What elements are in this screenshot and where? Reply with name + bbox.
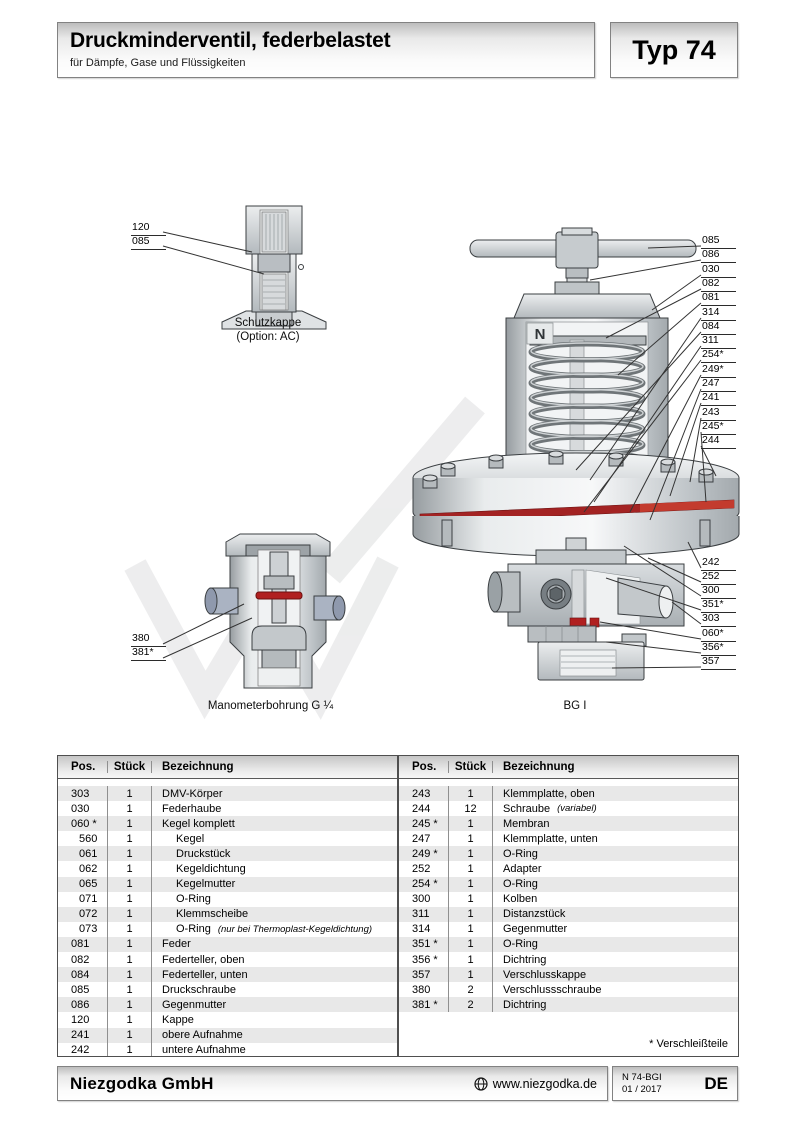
- table-spacer: [399, 779, 738, 786]
- table-row: 081 1 Feder: [58, 937, 397, 952]
- callout-label: 249*: [701, 363, 736, 378]
- table-row: 252 1 Adapter: [399, 861, 738, 876]
- protective-cap-drawing: [222, 206, 326, 329]
- footer-company-box: [57, 1066, 608, 1101]
- header-title-box: [57, 22, 595, 78]
- table-row: 085 1 Druckschraube: [58, 982, 397, 997]
- doc-number: N 74-BGI: [622, 1071, 662, 1083]
- col-header-pos: Pos.: [399, 761, 449, 773]
- table-row: 241 1 obere Aufnahme: [58, 1028, 397, 1043]
- valve-drawing-svg: [0, 190, 793, 735]
- table-spacer: [58, 779, 397, 786]
- table-row: 082 1 Federteller, oben: [58, 952, 397, 967]
- table-row: 030 1 Federhaube: [58, 801, 397, 816]
- table-row: 381 * 2 Dichtring: [399, 997, 738, 1012]
- table-row: 254 * 1 O-Ring: [399, 877, 738, 892]
- website: [474, 1077, 597, 1091]
- cap-caption: Schutzkappe (Option: AC): [234, 317, 302, 343]
- callout-label: 300: [701, 584, 736, 599]
- table-row: 303 1 DMV-Körper: [58, 786, 397, 801]
- type-label: Typ 74: [632, 34, 716, 65]
- table-row: 242 1 untere Aufnahme: [58, 1043, 397, 1057]
- callout-label: 081: [701, 291, 736, 306]
- table-row: 072 1 Klemmscheibe: [58, 907, 397, 922]
- callout-label: 084: [701, 320, 736, 335]
- callout-label: 120: [131, 221, 166, 236]
- table-row: 061 1 Druckstück: [58, 846, 397, 861]
- table-row: 071 1 O-Ring: [58, 892, 397, 907]
- callout-label: 357: [701, 655, 736, 670]
- col-header-pos: Pos.: [58, 761, 108, 773]
- callout-label: 030: [701, 263, 736, 278]
- table-header: [58, 756, 397, 779]
- table-row: 560 1 Kegel: [58, 831, 397, 846]
- main-caption: BG I: [563, 700, 587, 712]
- table-row: 311 1 Distanzstück: [399, 907, 738, 922]
- col-header-qty: Stück: [108, 761, 152, 773]
- company-name: Niezgodka GmbH: [70, 1073, 214, 1093]
- callout-label: 244: [701, 434, 736, 449]
- table-row: 060 * 1 Kegel komplett: [58, 816, 397, 831]
- table-row: 356 * 1 Dichtring: [399, 952, 738, 967]
- table-row: 243 1 Klemmplatte, oben: [399, 786, 738, 801]
- table-row: 245 * 1 Membran: [399, 816, 738, 831]
- callout-label: 254*: [701, 348, 736, 363]
- language-code: DE: [704, 1073, 728, 1093]
- website-url: www.niezgodka.de: [492, 1076, 597, 1091]
- main-valve-drawing: [413, 228, 739, 680]
- doc-date: 01 / 2017: [622, 1083, 662, 1095]
- table-filler: [399, 1012, 738, 1056]
- type-label-box: [610, 22, 738, 78]
- callout-label: 381*: [131, 646, 166, 661]
- callout-label: 086: [701, 248, 736, 263]
- table-row: 084 1 Federteller, unten: [58, 967, 397, 982]
- table-row: 073 1 O-Ring (nur bei Thermoplast-Kegeldichtung): [58, 922, 397, 937]
- table-row: 244 12 Schraube (variabel): [399, 801, 738, 816]
- table-row: 062 1 Kegeldichtung: [58, 861, 397, 876]
- callout-label: 351*: [701, 598, 736, 613]
- table-row: 249 * 1 O-Ring: [399, 846, 738, 861]
- callout-label: 241: [701, 391, 736, 406]
- col-header-qty: Stück: [449, 761, 493, 773]
- globe-icon: [474, 1077, 488, 1091]
- gauge-caption: Manometerbohrung G ¼: [207, 700, 334, 712]
- callout-label: 242: [701, 556, 736, 571]
- page-title: Druckminderventil, federbelastet: [70, 29, 391, 52]
- footer-doc-box: [612, 1066, 738, 1101]
- brand-logo: N: [534, 326, 546, 343]
- callout-label: 303: [701, 612, 736, 627]
- col-header-name: Bezeichnung: [503, 761, 575, 773]
- callout-label: 245*: [701, 420, 736, 435]
- parts-table: [57, 755, 739, 1057]
- parts-table-left: [57, 755, 398, 1057]
- table-row: 120 1 Kappe: [58, 1012, 397, 1027]
- table-body-left: [58, 786, 397, 1057]
- doc-meta: [622, 1072, 662, 1096]
- callout-label: 085: [701, 234, 736, 249]
- table-header: [399, 756, 738, 779]
- table-row: 086 1 Gegenmutter: [58, 997, 397, 1012]
- table-row: 351 * 1 O-Ring: [399, 937, 738, 952]
- table-row: 300 1 Kolben: [399, 892, 738, 907]
- table-row: 357 1 Verschlusskappe: [399, 967, 738, 982]
- callout-label: 060*: [701, 627, 736, 642]
- callout-label: 252: [701, 570, 736, 585]
- table-body-right: [399, 786, 738, 1012]
- parts-table-right: [398, 755, 739, 1057]
- callout-label: 356*: [701, 641, 736, 656]
- callout-label: 243: [701, 406, 736, 421]
- table-row: 065 1 Kegelmutter: [58, 877, 397, 892]
- callout-label: 380: [131, 632, 166, 647]
- callout-label: 085: [131, 235, 166, 250]
- page-subtitle: für Dämpfe, Gase und Flüssigkeiten: [70, 57, 246, 69]
- callout-label: 082: [701, 277, 736, 292]
- technical-drawings: [0, 190, 793, 735]
- callout-label: 247: [701, 377, 736, 392]
- wear-parts-footnote: * Verschleißteile: [649, 1038, 728, 1050]
- table-row: 247 1 Klemmplatte, unten: [399, 831, 738, 846]
- callout-label: 311: [701, 334, 736, 349]
- callout-label: 314: [701, 306, 736, 321]
- table-row: 314 1 Gegenmutter: [399, 922, 738, 937]
- col-header-name: Bezeichnung: [162, 761, 234, 773]
- table-row: 380 2 Verschlussschraube: [399, 982, 738, 997]
